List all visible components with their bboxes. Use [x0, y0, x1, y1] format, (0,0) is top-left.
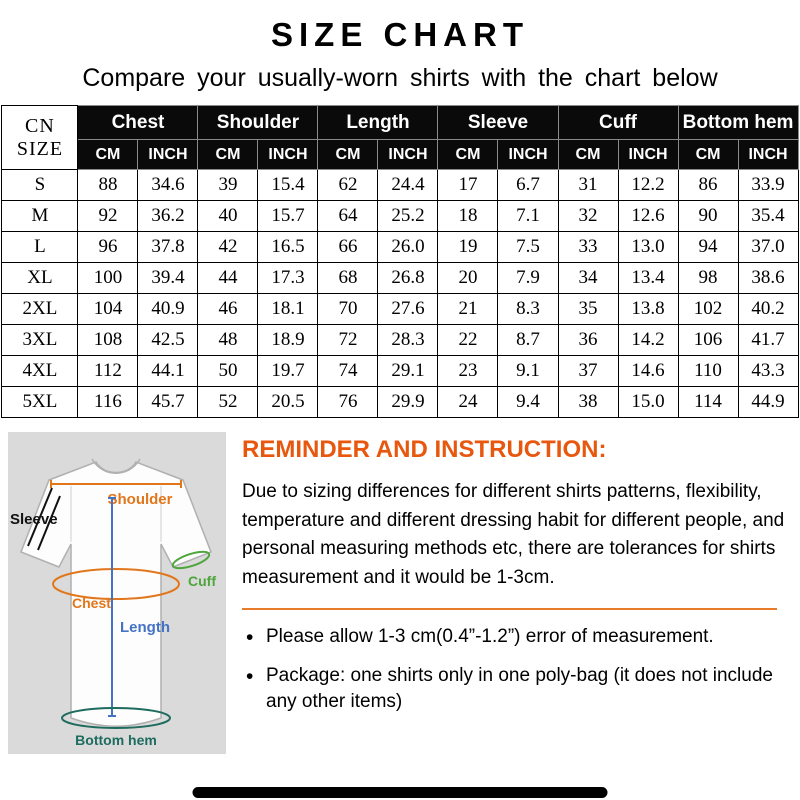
- chest-label: Chest: [72, 595, 111, 611]
- bottom-section: [0, 432, 800, 754]
- size-label-cell: M: [2, 201, 78, 232]
- reminder-body: Due to sizing differences for different shirts patterns, flexibility, temperature and different dressing habit for different people, and personal measuring methods etc, there are tolerances for shirts measurement and it would be 1-3cm.: [242, 481, 785, 588]
- measurement-cell: 12.6: [618, 201, 678, 232]
- measurement-cell: 42.5: [138, 325, 198, 356]
- measurement-cell: 24.4: [378, 170, 438, 201]
- measurement-cell: 36: [558, 325, 618, 356]
- table-group-header-row: [2, 106, 798, 140]
- measurement-cell: 28.3: [378, 325, 438, 356]
- measurement-cell: 17.3: [258, 263, 318, 294]
- measurement-cell: 33.9: [738, 170, 798, 201]
- col-header-sleeve: Sleeve: [438, 106, 558, 140]
- measurement-cell: 8.7: [498, 325, 558, 356]
- measurement-cell: 44.1: [138, 356, 198, 387]
- measurement-cell: 19.7: [258, 356, 318, 387]
- table-row: [2, 387, 798, 418]
- table-row: [2, 170, 798, 201]
- unit-cm: CM: [318, 140, 378, 170]
- measurement-cell: 39.4: [138, 263, 198, 294]
- measurement-cell: 110: [678, 356, 738, 387]
- measurement-cell: 98: [678, 263, 738, 294]
- measurement-cell: 29.9: [378, 387, 438, 418]
- measurement-cell: 6.7: [498, 170, 558, 201]
- size-label-cell: XL: [2, 263, 78, 294]
- measurement-cell: 102: [678, 294, 738, 325]
- measurement-cell: 18: [438, 201, 498, 232]
- measurement-cell: 50: [198, 356, 258, 387]
- measurement-cell: 7.5: [498, 232, 558, 263]
- table-row: [2, 263, 798, 294]
- size-label-cell: 4XL: [2, 356, 78, 387]
- table-row: [2, 356, 798, 387]
- measurement-cell: 36.2: [138, 201, 198, 232]
- length-label: Length: [120, 619, 170, 636]
- measurement-cell: 9.4: [498, 387, 558, 418]
- measurement-cell: 64: [318, 201, 378, 232]
- measurement-cell: 40.9: [138, 294, 198, 325]
- measurement-cell: 76: [318, 387, 378, 418]
- measurement-cell: 31: [558, 170, 618, 201]
- unit-cm: CM: [678, 140, 738, 170]
- col-header-bottom-hem: Bottom hem: [678, 106, 798, 140]
- table-row: [2, 201, 798, 232]
- measurement-cell: 7.9: [498, 263, 558, 294]
- measurement-cell: 25.2: [378, 201, 438, 232]
- table-units-row: [2, 140, 798, 170]
- measurement-cell: 90: [678, 201, 738, 232]
- measurement-cell: 70: [318, 294, 378, 325]
- measurement-cell: 32: [558, 201, 618, 232]
- measurement-cell: 46: [198, 294, 258, 325]
- size-label-cell: S: [2, 170, 78, 201]
- measurement-cell: 104: [78, 294, 138, 325]
- measurement-cell: 8.3: [498, 294, 558, 325]
- corner-header: CN SIZE: [2, 106, 78, 170]
- measurement-cell: 12.2: [618, 170, 678, 201]
- bottom-hem-label: Bottom hem: [75, 732, 157, 748]
- measurement-cell: 26.8: [378, 263, 438, 294]
- measurement-cell: 72: [318, 325, 378, 356]
- measurement-cell: 92: [78, 201, 138, 232]
- measurement-cell: 37.0: [738, 232, 798, 263]
- measurement-cell: 15.4: [258, 170, 318, 201]
- unit-inch: INCH: [618, 140, 678, 170]
- measurement-cell: 37: [558, 356, 618, 387]
- measurement-cell: 100: [78, 263, 138, 294]
- unit-cm: CM: [438, 140, 498, 170]
- subtitle: Compare your usually-worn shirts with the chart below: [82, 64, 718, 92]
- measurement-cell: 34.6: [138, 170, 198, 201]
- measurement-cell: 68: [318, 263, 378, 294]
- section-divider: [242, 608, 777, 610]
- measurement-cell: 16.5: [258, 232, 318, 263]
- col-header-shoulder: Shoulder: [198, 106, 318, 140]
- measurement-cell: 41.7: [738, 325, 798, 356]
- unit-cm: CM: [78, 140, 138, 170]
- measurement-cell: 38: [558, 387, 618, 418]
- measurement-cell: 13.0: [618, 232, 678, 263]
- measurement-cell: 106: [678, 325, 738, 356]
- measurement-cell: 26.0: [378, 232, 438, 263]
- measurement-cell: 15.7: [258, 201, 318, 232]
- note-item: • Please allow 1-3 cm(0.4”-1.2”) error of measurement.: [242, 624, 788, 651]
- measurement-cell: 15.0: [618, 387, 678, 418]
- measurement-cell: 18.9: [258, 325, 318, 356]
- measurement-cell: 112: [78, 356, 138, 387]
- measurement-cell: 40: [198, 201, 258, 232]
- unit-inch: INCH: [498, 140, 558, 170]
- page-title: SIZE CHART: [271, 16, 529, 53]
- measurement-cell: 13.8: [618, 294, 678, 325]
- measurement-cell: 24: [438, 387, 498, 418]
- measurement-cell: 74: [318, 356, 378, 387]
- measurement-cell: 114: [678, 387, 738, 418]
- size-chart-table: [1, 105, 798, 418]
- measurement-cell: 116: [78, 387, 138, 418]
- measurement-cell: 45.7: [138, 387, 198, 418]
- measurement-cell: 35.4: [738, 201, 798, 232]
- col-header-cuff: Cuff: [558, 106, 678, 140]
- measurement-cell: 62: [318, 170, 378, 201]
- measurement-cell: 17: [438, 170, 498, 201]
- table-row: [2, 325, 798, 356]
- measurement-cell: 27.6: [378, 294, 438, 325]
- measurement-cell: 19: [438, 232, 498, 263]
- shoulder-label: Shoulder: [107, 491, 173, 508]
- measurement-cell: 86: [678, 170, 738, 201]
- measurement-cell: 108: [78, 325, 138, 356]
- measurement-cell: 42: [198, 232, 258, 263]
- notes-list: [242, 624, 788, 716]
- reminder-heading: REMINDER AND INSTRUCTION:: [242, 436, 607, 463]
- measurement-cell: 29.1: [378, 356, 438, 387]
- measurement-cell: 7.1: [498, 201, 558, 232]
- unit-inch: INCH: [138, 140, 198, 170]
- measurement-cell: 35: [558, 294, 618, 325]
- tshirt-illustration: [8, 432, 226, 754]
- cuff-label: Cuff: [188, 573, 216, 589]
- measurement-cell: 9.1: [498, 356, 558, 387]
- measurement-cell: 52: [198, 387, 258, 418]
- unit-cm: CM: [558, 140, 618, 170]
- reminder-section: [242, 432, 792, 754]
- measurement-cell: 88: [78, 170, 138, 201]
- size-label-cell: L: [2, 232, 78, 263]
- measurement-cell: 20: [438, 263, 498, 294]
- measurement-cell: 94: [678, 232, 738, 263]
- measurement-cell: 66: [318, 232, 378, 263]
- measurement-cell: 34: [558, 263, 618, 294]
- measurement-cell: 14.2: [618, 325, 678, 356]
- measurement-cell: 96: [78, 232, 138, 263]
- unit-inch: INCH: [378, 140, 438, 170]
- bottom-bar: [193, 787, 608, 798]
- col-header-length: Length: [318, 106, 438, 140]
- measurement-cell: 22: [438, 325, 498, 356]
- unit-inch: INCH: [258, 140, 318, 170]
- measurement-cell: 44.9: [738, 387, 798, 418]
- measurement-cell: 44: [198, 263, 258, 294]
- measurement-cell: 48: [198, 325, 258, 356]
- measurement-cell: 37.8: [138, 232, 198, 263]
- size-label-cell: 2XL: [2, 294, 78, 325]
- tshirt-measurement-diagram: [8, 432, 226, 754]
- measurement-cell: 33: [558, 232, 618, 263]
- measurement-cell: 23: [438, 356, 498, 387]
- unit-cm: CM: [198, 140, 258, 170]
- size-label-cell: 3XL: [2, 325, 78, 356]
- measurement-cell: 13.4: [618, 263, 678, 294]
- note-item: • Package: one shirts only in one poly-bag (it does not include any other items): [242, 663, 788, 716]
- unit-inch: INCH: [738, 140, 798, 170]
- table-row: [2, 294, 798, 325]
- measurement-cell: 38.6: [738, 263, 798, 294]
- measurement-cell: 43.3: [738, 356, 798, 387]
- measurement-cell: 18.1: [258, 294, 318, 325]
- sleeve-label: Sleeve: [10, 511, 58, 528]
- col-header-chest: Chest: [78, 106, 198, 140]
- measurement-cell: 40.2: [738, 294, 798, 325]
- measurement-cell: 39: [198, 170, 258, 201]
- measurement-cell: 14.6: [618, 356, 678, 387]
- table-row: [2, 232, 798, 263]
- measurement-cell: 21: [438, 294, 498, 325]
- measurement-cell: 20.5: [258, 387, 318, 418]
- size-label-cell: 5XL: [2, 387, 78, 418]
